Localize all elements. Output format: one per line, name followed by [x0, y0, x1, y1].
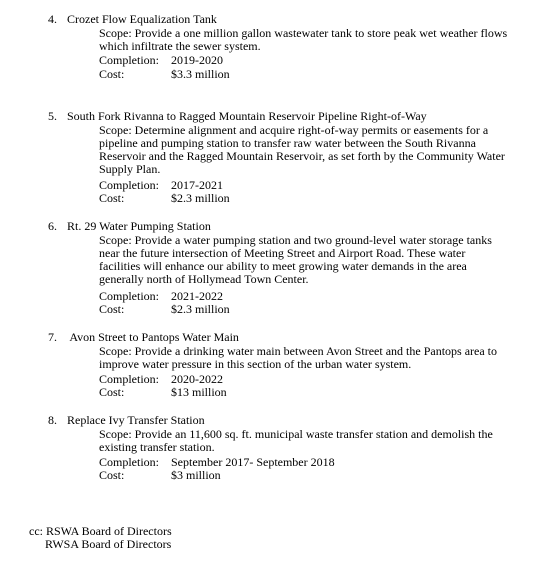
scope-line: Reservoir and the Ragged Mountain Reservoir, as set forth by the Community Water: [99, 149, 505, 163]
project-scope: [99, 428, 519, 454]
cost-value: $3.3 million: [171, 67, 230, 81]
scope-line: near the future intersection of Meeting Street and Airport Road. These water: [99, 246, 466, 260]
project-number: 6.: [48, 219, 57, 233]
project-title-text: Replace Ivy Transfer Station: [67, 413, 205, 427]
scope-line: Scope: Provide a one million gallon wastewater tank to store peak wet weather flows: [99, 26, 508, 40]
project-number: 5.: [48, 109, 57, 123]
project-title: [48, 331, 239, 344]
scope-line: Scope: Provide an 11,600 sq. ft. municipal waste transfer station and demolish the: [99, 427, 493, 441]
cost-value: $3 million: [171, 468, 221, 482]
scope-line: Scope: Provide a water pumping station and two ground-level water storage tanks: [99, 233, 492, 247]
cost-row: [99, 303, 230, 316]
completion-row: [99, 54, 223, 67]
completion-label: Completion:: [99, 53, 159, 67]
project-number: 8.: [48, 413, 57, 427]
scope-line: which infiltrate the sewer system.: [99, 39, 261, 53]
cost-label: Cost:: [99, 468, 125, 482]
cc-line: RWSA Board of Directors: [45, 537, 172, 551]
project-scope: [99, 345, 519, 371]
project-title: [48, 13, 217, 26]
cost-row: [99, 386, 227, 399]
project-number: 4.: [48, 12, 57, 26]
completion-value: 2020-2022: [171, 372, 223, 386]
cost-row: [99, 469, 221, 482]
project-title: [48, 220, 211, 233]
cost-label: Cost:: [99, 385, 125, 399]
scope-line: Scope: Provide a drinking water main between Avon Street and the Pantops area to: [99, 344, 498, 358]
project-scope: [99, 124, 519, 176]
cost-label: Cost:: [99, 302, 125, 316]
cost-row: [99, 68, 230, 81]
project-title: [48, 414, 205, 427]
completion-label: Completion:: [99, 289, 159, 303]
project-title-text: Avon Street to Pantops Water Main: [69, 330, 239, 344]
cost-label: Cost:: [99, 67, 125, 81]
scope-line: pipeline and pumping station to transfer raw water between the South Rivanna: [99, 136, 476, 150]
project-scope: [99, 234, 519, 286]
scope-line: facilities will enhance our ability to meet growing water demands in the area: [99, 259, 467, 273]
scope-line: existing transfer station.: [99, 440, 215, 454]
scope-line: generally north of Hollymead Town Center.: [99, 272, 309, 286]
completion-value: September 2017- September 2018: [171, 455, 335, 469]
project-title-text: South Fork Rivanna to Ragged Mountain Reservoir Pipeline Right-of-Way: [67, 109, 427, 123]
cost-value: $2.3 million: [171, 191, 230, 205]
cost-label: Cost:: [99, 191, 125, 205]
project-title: [48, 110, 427, 123]
completion-label: Completion:: [99, 455, 159, 469]
project-title-text: Crozet Flow Equalization Tank: [67, 12, 217, 26]
scope-line: Scope: Determine alignment and acquire right-of-way permits or easements for a: [99, 123, 489, 137]
completion-label: Completion:: [99, 372, 159, 386]
completion-value: 2019-2020: [171, 53, 223, 67]
cost-value: $13 million: [171, 385, 227, 399]
completion-value: 2017-2021: [171, 178, 223, 192]
project-number: 7.: [48, 330, 57, 344]
scope-line: Supply Plan.: [99, 162, 161, 176]
project-title-text: Rt. 29 Water Pumping Station: [67, 219, 211, 233]
cost-row: [99, 192, 230, 205]
scope-line: improve water pressure in this section of the urban water system.: [99, 357, 412, 371]
project-scope: [99, 27, 519, 53]
cost-value: $2.3 million: [171, 302, 230, 316]
cc-line: cc: RSWA Board of Directors: [29, 524, 172, 538]
completion-label: Completion:: [99, 178, 159, 192]
completion-value: 2021-2022: [171, 289, 223, 303]
